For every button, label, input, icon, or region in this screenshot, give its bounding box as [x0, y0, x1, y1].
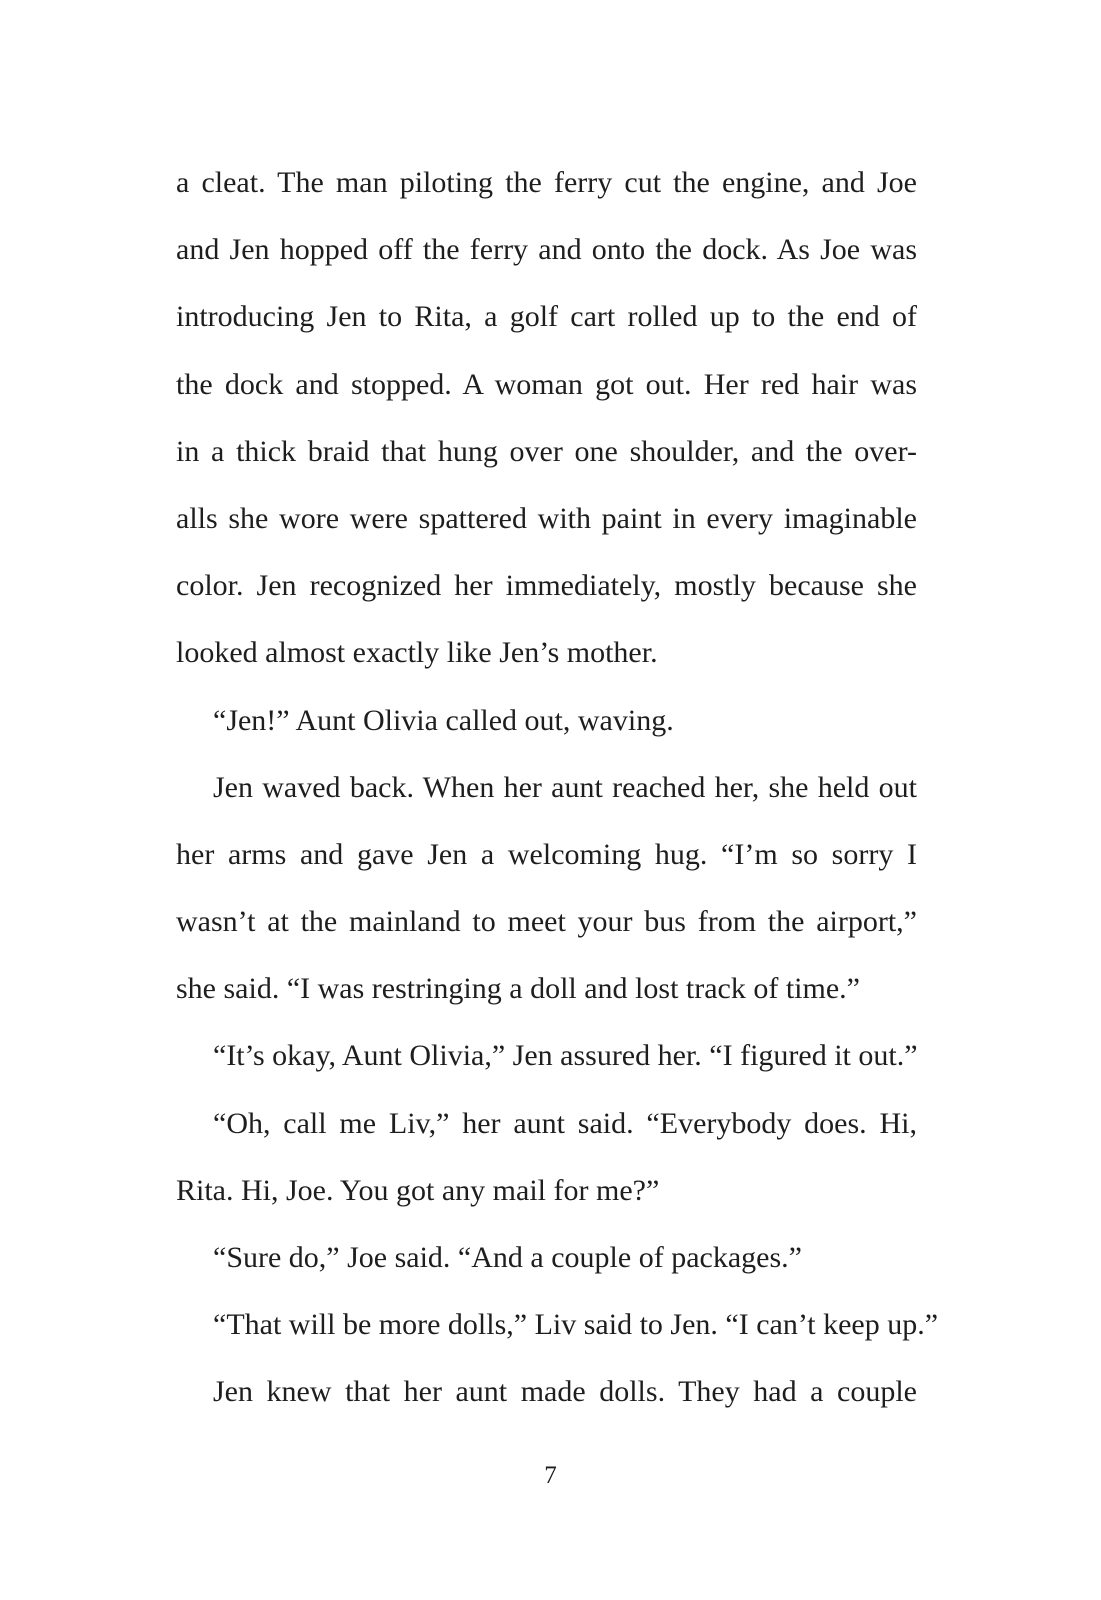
page-number: 7 — [544, 1462, 557, 1489]
text-line: “Sure do,” Joe said. “And a couple of packages.” — [213, 1241, 802, 1274]
text-line: color. Jen recognized her immediately, mostly because she — [176, 569, 917, 603]
text-line: “It’s okay, Aunt Olivia,” Jen assured her. “I figured it out.” — [213, 1039, 918, 1073]
text-line: Jen waved back. When her aunt reached her, she held out — [213, 770, 917, 804]
text-line: Rita. Hi, Joe. You got any mail for me?” — [176, 1173, 660, 1207]
text-line: introducing Jen to Rita, a golf cart rolled up to the end of — [176, 300, 917, 334]
text-line: her arms and gave Jen a welcoming hug. “I’m so sorry I — [176, 837, 917, 871]
text-line: a cleat. The man piloting the ferry cut the engine, and Joe — [176, 166, 917, 199]
text-line: “Jen!” Aunt Olivia called out, waving. — [213, 703, 674, 737]
text-line: the dock and stopped. A woman got out. Her red hair was — [176, 367, 917, 401]
text-line: Jen knew that her aunt made dolls. They had a couple — [213, 1375, 917, 1409]
text-line: in a thick braid that hung over one shoulder, and the over- — [176, 434, 917, 468]
text-line: “That will be more dolls,” Liv said to Jen. “I can’t keep up.” — [213, 1308, 939, 1342]
text-line: she said. “I was restringing a doll and lost track of time.” — [176, 972, 860, 1006]
text-line: and Jen hopped off the ferry and onto the dock. As Joe was — [176, 233, 917, 267]
text-line: looked almost exactly like Jen’s mother. — [176, 636, 658, 670]
text-line: “Oh, call me Liv,” her aunt said. “Everybody does. Hi, — [213, 1106, 917, 1140]
text-line: alls she wore were spattered with paint in every imaginable — [176, 501, 917, 535]
text-line: wasn’t at the mainland to meet your bus from the airport,” — [176, 905, 917, 939]
body-text — [176, 159, 939, 1436]
